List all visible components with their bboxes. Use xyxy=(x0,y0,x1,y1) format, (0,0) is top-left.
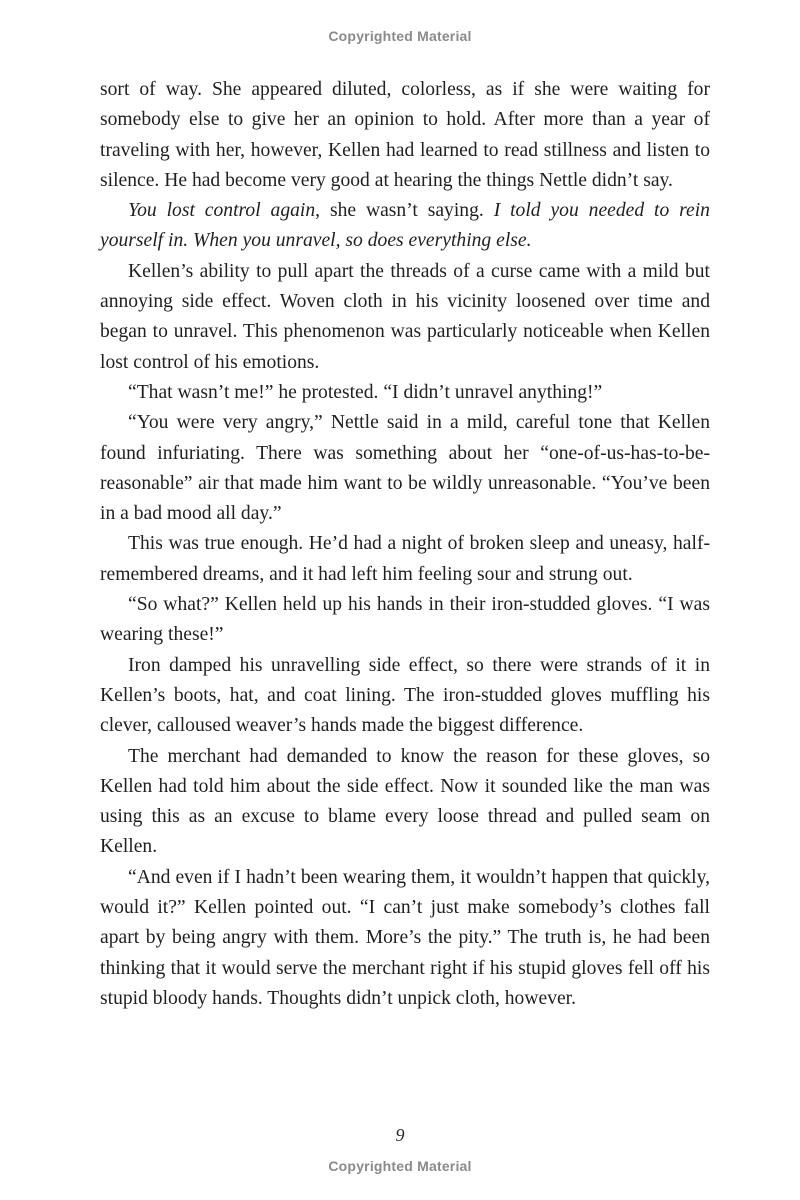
paragraph-9: The merchant had demanded to know the reason for these gloves, so Kellen had told him about the side effect. Now it sounded like the man was using this as an excuse to blame every loose thread and pulled seam on Kellen. xyxy=(100,745,710,858)
paragraph-7: “So what?” Kellen held up his hands in their iron-studded gloves. “I was wearing these!” xyxy=(100,594,710,646)
paragraph-2 xyxy=(100,196,710,257)
page-body-text xyxy=(100,75,710,1014)
paragraph-5: “You were very angry,” Nettle said in a mild, careful tone that Kellen found infuriating. There was something about her “one-of-us-has-to-be-reasonable” air that made him want to be wildly unreasonable. “You’ve been in a bad mood all day.” xyxy=(100,412,710,525)
italic-thought-2: I told you needed to rein yourself in. When you unravel, so does everything else. xyxy=(100,200,710,252)
copyright-watermark-bottom: Copyrighted Material xyxy=(328,1158,472,1174)
paragraph-6: This was true enough. He’d had a night of broken sleep and uneasy, half-remembered dreams, and it had left him feeling sour and strung out. xyxy=(100,533,710,585)
copyright-watermark-top: Copyrighted Material xyxy=(328,28,472,44)
page-number: 9 xyxy=(395,1125,405,1145)
paragraph-1: sort of way. She appeared diluted, colorless, as if she were waiting for somebody else to give her an opinion to hold. After more than a year of traveling with her, however, Kellen had learned to read stillness and listen to silence. He had become very good at hearing the things Nettle didn’t say. xyxy=(100,79,710,191)
paragraph-2-narration: , she wasn’t saying. xyxy=(315,200,494,222)
paragraph-10: “And even if I hadn’t been wearing them, it wouldn’t happen that quickly, would it?” Kellen pointed out. “I can’t just make somebody’s clothes fall apart by being angry with them. More’s the pity.” The truth is, he had been thinking that it would serve the merchant right if his stupid gloves fell off his stupid bloody hands. Thoughts didn’t unpick cloth, however. xyxy=(100,866,710,1009)
italic-thought-1: You lost control again xyxy=(128,200,316,222)
paragraph-4: “That wasn’t me!” he protested. “I didn’t unravel anything!” xyxy=(128,381,603,403)
paragraph-3: Kellen’s ability to pull apart the threads of a curse came with a mild but annoying side effect. Woven cloth in his vicinity loosened over time and began to unravel. This phenomenon was particularly noticeable when Kellen lost control of his emotions. xyxy=(100,260,710,373)
paragraph-8: Iron damped his unravelling side effect, so there were strands of it in Kellen’s boots, hat, and coat lining. The iron-studded gloves muffling his clever, calloused weaver’s hands made the biggest difference. xyxy=(100,654,710,737)
